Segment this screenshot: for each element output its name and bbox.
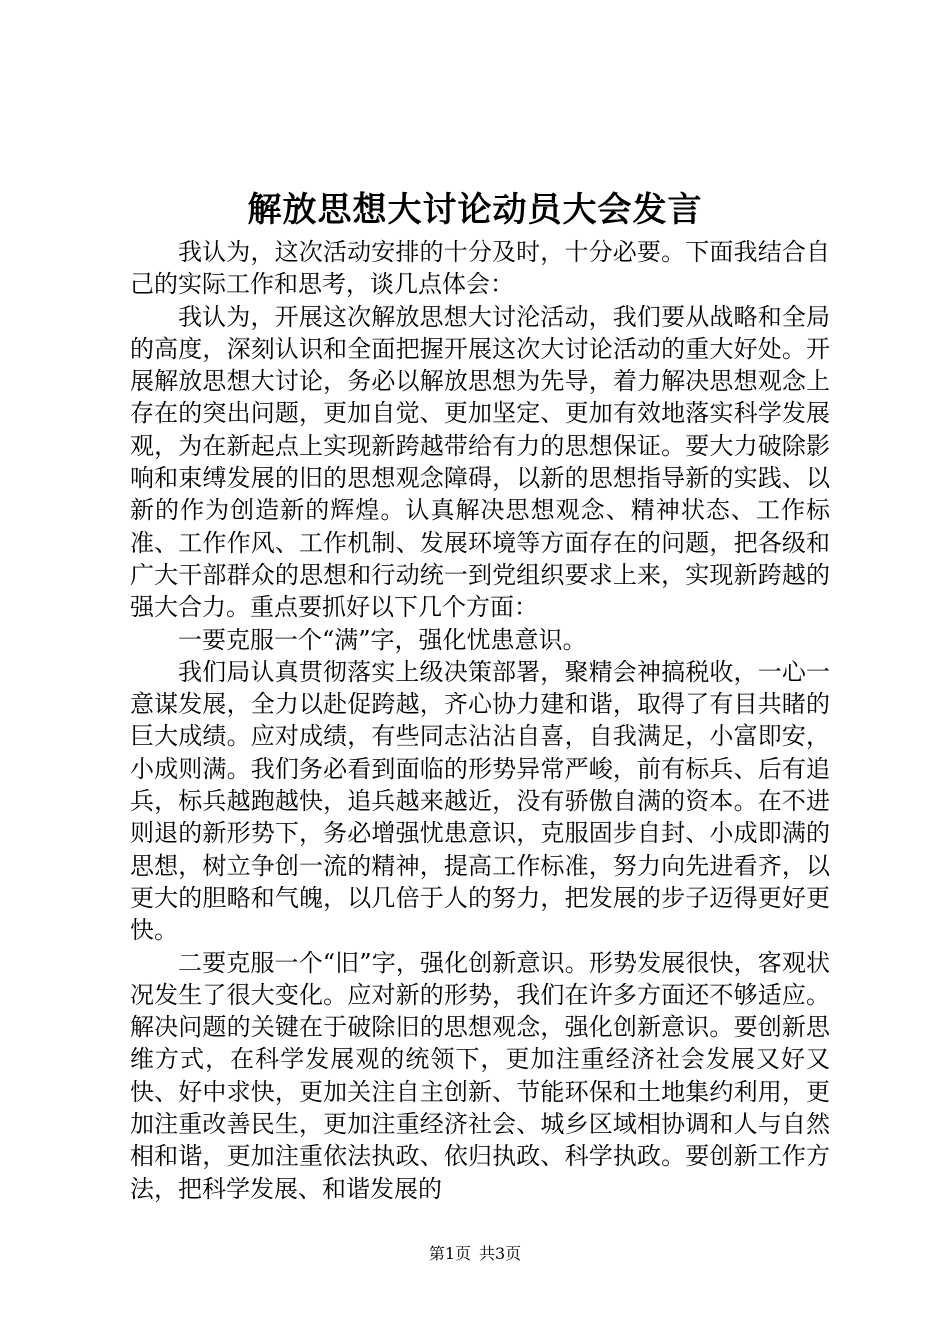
page-number: 第1页 [428,1244,471,1263]
page-footer [0,1244,950,1264]
document-title: 解放思想大讨论动员大会发言 [247,190,703,230]
paragraph-heading-one: 一要克服一个“满”字，强化忧患意识。 [178,625,587,654]
paragraph-overview: 我认为，开展这次解放思想大讨沦活动，我们要从战略和全局的高度，深刻认识和全面把握开展这次大讨论活动的重大好处。开展解放思想大讨论，务必以解放思想为先导，着力解决思想观念上存在的突出问题，更加自觉、更加坚定、更加有效地落实科学发展观，为在新起点上实现新跨越带给有力的思想保证。要大力破除影响和束缚发展的旧的思想观念障碍，以新的思想指导新的实践、以新的作为创造新的辉煌。认真解决思想观念、精神状态、工作标准、工作作风、工作机制、发展环境等方面存在的问题，把各级和广大干部群众的思想和行动统一到党组织要求上来，实现新跨越的强大合力。重点要抓好以下几个方面： [130,302,830,622]
page-total: 共3页 [479,1244,522,1263]
paragraph-point-two: 二要克服一个“旧”字，强化创新意识。形势发展很快，客观状况发生了很大变化。应对新的形势，我们在许多方面还不够适应。解决问题的关键在于破除旧的思想观念，强化创新意识。要创新思维方式，在科学发展观的统领下，更加注重经济社会发展又好又快、好中求快，更加关注自主创新、节能环保和土地集约利用，更加注重改善民生，更加注重经济社会、城乡区域相协调和人与自然相和谐，更加注重依法执政、依归执政、科学执政。要创新工作方法，把科学发展、和谐发展的 [130,948,830,1203]
paragraph-point-one: 我们局认真贯彻落实上级决策部署，聚精会神搞税收，一心一意谋发展，全力以赴促跨越，齐心协力建和谐，取得了有目共睹的巨大成绩。应对成绩，有些同志沾沾自喜，自我满足，小富即安，小成则满。我们务必看到面临的形势异常严峻，前有标兵、后有追兵，标兵越跑越快，追兵越来越近，没有骄傲自满的资本。在不进则退的新形势下，务必增强忧患意识，克服固步自封、小成即满的思想，树立争创一流的精神，提高工作标准，努力向先进看齐，以更大的胆略和气魄，以几倍于人的努力，把发展的步子迈得更好更快。 [130,657,830,945]
document-body [130,236,830,1205]
paragraph-intro: 我认为，这次活动安排的十分及时，十分必要。下面我结合自己的实际工作和思考，谈几点体会： [130,238,830,299]
